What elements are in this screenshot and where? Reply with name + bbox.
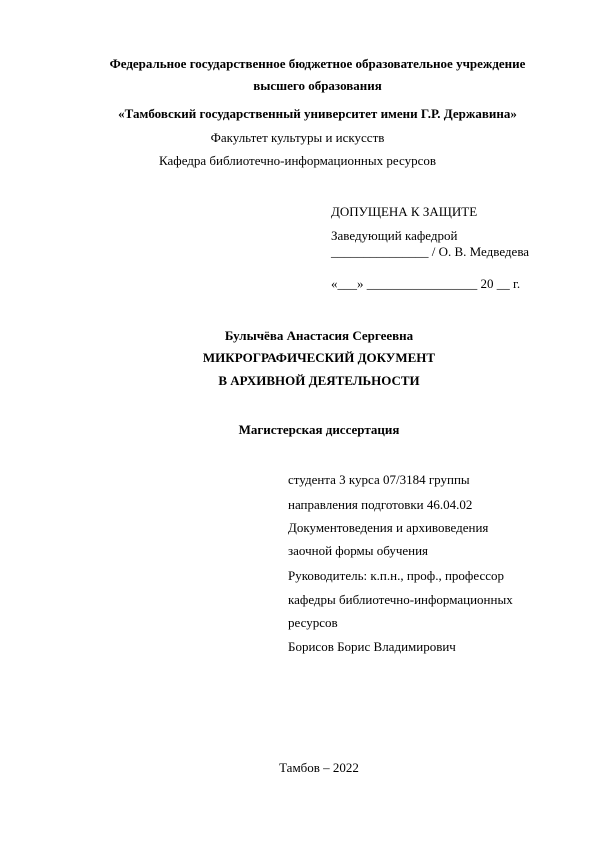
supervisor-department: кафедры библиотечно-информационных bbox=[288, 592, 513, 607]
university-name: «Тамбовский государственный университет имени Г.Р. Державина» bbox=[118, 106, 517, 121]
department-name: Кафедра библиотечно-информационных ресурсов bbox=[159, 153, 436, 168]
faculty-name: Факультет культуры и искусств bbox=[210, 130, 385, 145]
approval-date-line: «___» _________________ 20 __ г. bbox=[331, 276, 521, 291]
student-specialty: Документоведения и архивоведения bbox=[288, 520, 489, 535]
supervisor-label: Руководитель: к.п.н., проф., профессор bbox=[288, 568, 504, 583]
ministry-line-2: высшего образования bbox=[253, 78, 382, 93]
approval-signature-line: _______________ / О. В. Медведева bbox=[331, 244, 530, 259]
thesis-title-line-2: В АРХИВНОЙ ДЕЯТЕЛЬНОСТИ bbox=[218, 373, 420, 388]
student-study-form: заочной формы обучения bbox=[288, 543, 429, 558]
work-type: Магистерская диссертация bbox=[238, 422, 400, 437]
city-year: Тамбов – 2022 bbox=[279, 760, 359, 775]
thesis-title-line-1: МИКРОГРАФИЧЕСКИЙ ДОКУМЕНТ bbox=[202, 350, 436, 365]
supervisor-name: Борисов Борис Владимирович bbox=[288, 639, 456, 654]
student-direction: направления подготовки 46.04.02 bbox=[288, 497, 473, 512]
ministry-line-1: Федеральное государственное бюджетное образовательное учреждение bbox=[109, 56, 526, 71]
author-name: Булычёва Анастасия Сергеевна bbox=[224, 328, 414, 343]
supervisor-department-cont: ресурсов bbox=[288, 615, 338, 630]
student-course-group: студента 3 курса 07/3184 группы bbox=[288, 472, 470, 487]
approval-title: ДОПУЩЕНА К ЗАЩИТЕ bbox=[331, 204, 478, 219]
approval-head-label: Заведующий кафедрой bbox=[331, 228, 458, 243]
